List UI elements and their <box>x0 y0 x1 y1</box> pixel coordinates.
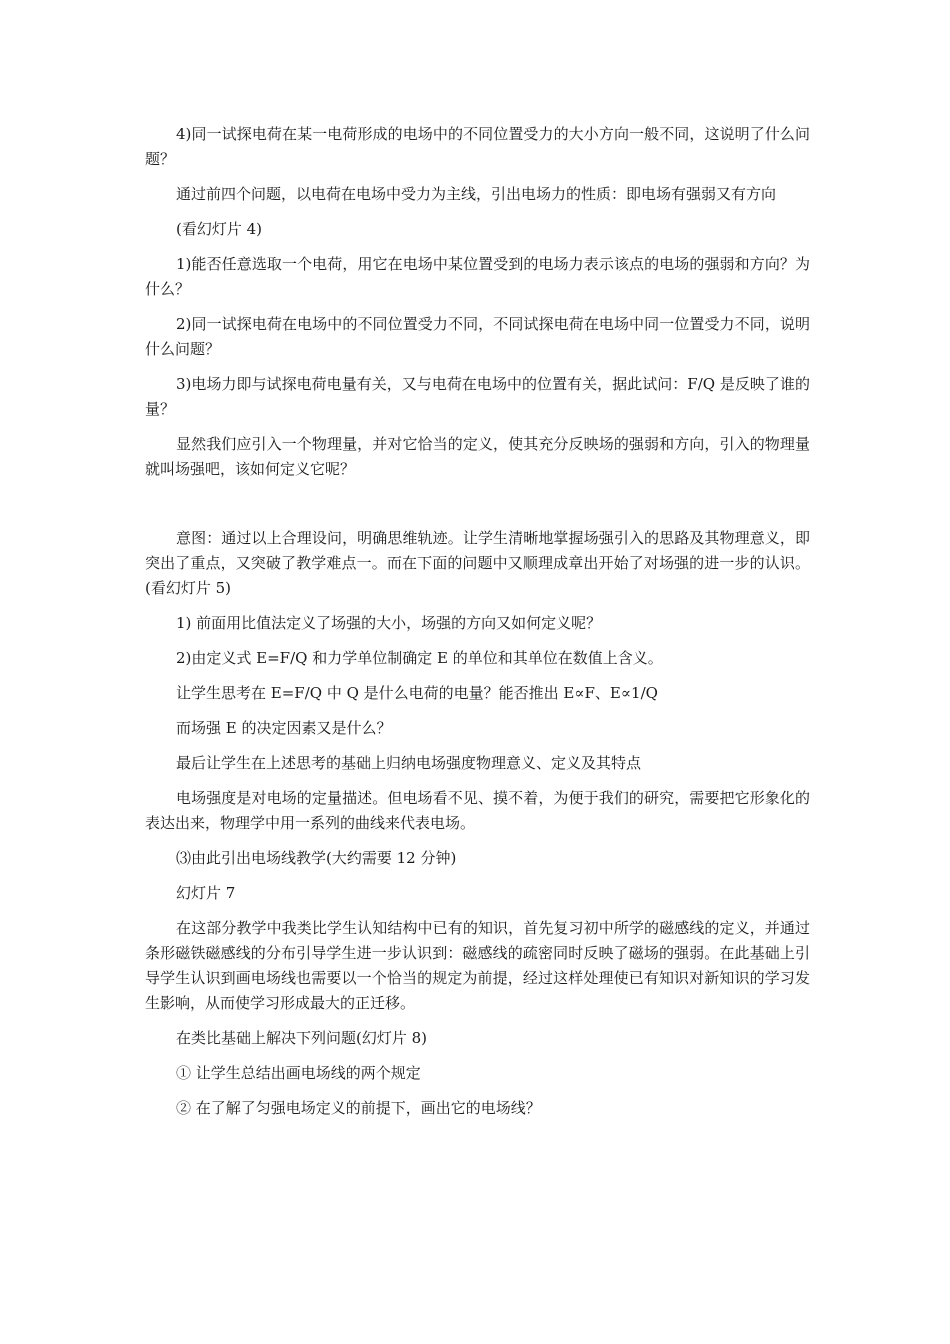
determining-factor-question: 而场强 E 的决定因素又是什么？ <box>176 719 392 737</box>
summary-paragraph: 通过前四个问题，以电荷在电场中受力为主线，引出电场力的性质：即电场有强弱又有方向 <box>176 185 777 203</box>
slide-4-note: (看幻灯片 4) <box>176 220 263 238</box>
summary-instruction: 最后让学生在上述思考的基础上归纳电场强度物理意义、定义及其特点 <box>176 754 642 772</box>
think-question: 让学生思考在 E=F/Q 中 Q 是什么电荷的电量？能否推出 E∝F、E∝1/Q <box>176 684 658 702</box>
slide-4-question-1: 1)能否任意选取一个电荷，用它在电场中某位置受到的电场力表示该点的电场的强弱和方向？为什么？ <box>145 255 810 298</box>
slide-4-question-3: 3)电场力即与试探电荷电量有关，又与电荷在电场中的位置有关，据此试问：F/Q 是反映了谁的量？ <box>145 375 810 418</box>
section-gap <box>145 492 810 526</box>
slide-8-intro: 在类比基础上解决下列问题(幻灯片 8) <box>176 1029 428 1047</box>
field-strength-description: 电场强度是对电场的定量描述。但电场看不见、摸不着，为便于我们的研究，需要把它形象化的表达出来，物理学中用一系列的曲线来代表电场。 <box>145 789 810 832</box>
slide-8-item-1: ① 让学生总结出画电场线的两个规定 <box>176 1064 421 1082</box>
slide-8-item-2: ② 在了解了匀强电场定义的前提下，画出它的电场线？ <box>176 1099 541 1117</box>
question-4: 4)同一试探电荷在某一电荷形成的电场中的不同位置受力的大小方向一般不同，这说明了什么问题？ <box>145 125 810 168</box>
slide-4-question-2: 2)同一试探电荷在电场中的不同位置受力不同，不同试探电荷在电场中同一位置受力不同，说明什么问题？ <box>145 315 810 358</box>
field-lines-heading: ⑶由此引出电场线教学(大约需要 12 分钟) <box>176 849 457 867</box>
analogy-paragraph: 在这部分教学中我类比学生认知结构中已有的知识，首先复习初中所学的磁感线的定义，并通过条形磁铁磁感线的分布引导学生进一步认识到：磁感线的疏密同时反映了磁场的强弱。在此基础上引导学生认识到画电场线也需要以一个恰当的规定为前提，经过这样处理使已有知识对新知识的学习发生影响，从而使学习形成最大的正迁移。 <box>145 919 810 1012</box>
introduce-field-strength: 显然我们应引入一个物理量，并对它恰当的定义，使其充分反映场的强弱和方向，引入的物理量就叫场强吧，该如何定义它呢？ <box>145 435 810 478</box>
slide-5-question-1: 1) 前面用比值法定义了场强的大小，场强的方向又如何定义呢？ <box>176 614 602 632</box>
document-page <box>145 122 810 1131</box>
slide-5-question-2: 2)由定义式 E=F/Q 和力学单位制确定 E 的单位和其单位在数值上含义。 <box>176 649 663 667</box>
intent-paragraph: 意图：通过以上合理设问，明确思维轨迹。让学生清晰地掌握场强引入的思路及其物理意义，即突出了重点，又突破了教学难点一。而在下面的问题中又顺理成章出开始了对场强的进一步的认识。(看幻灯片 5) <box>145 529 810 597</box>
slide-7-label: 幻灯片 7 <box>176 884 236 902</box>
